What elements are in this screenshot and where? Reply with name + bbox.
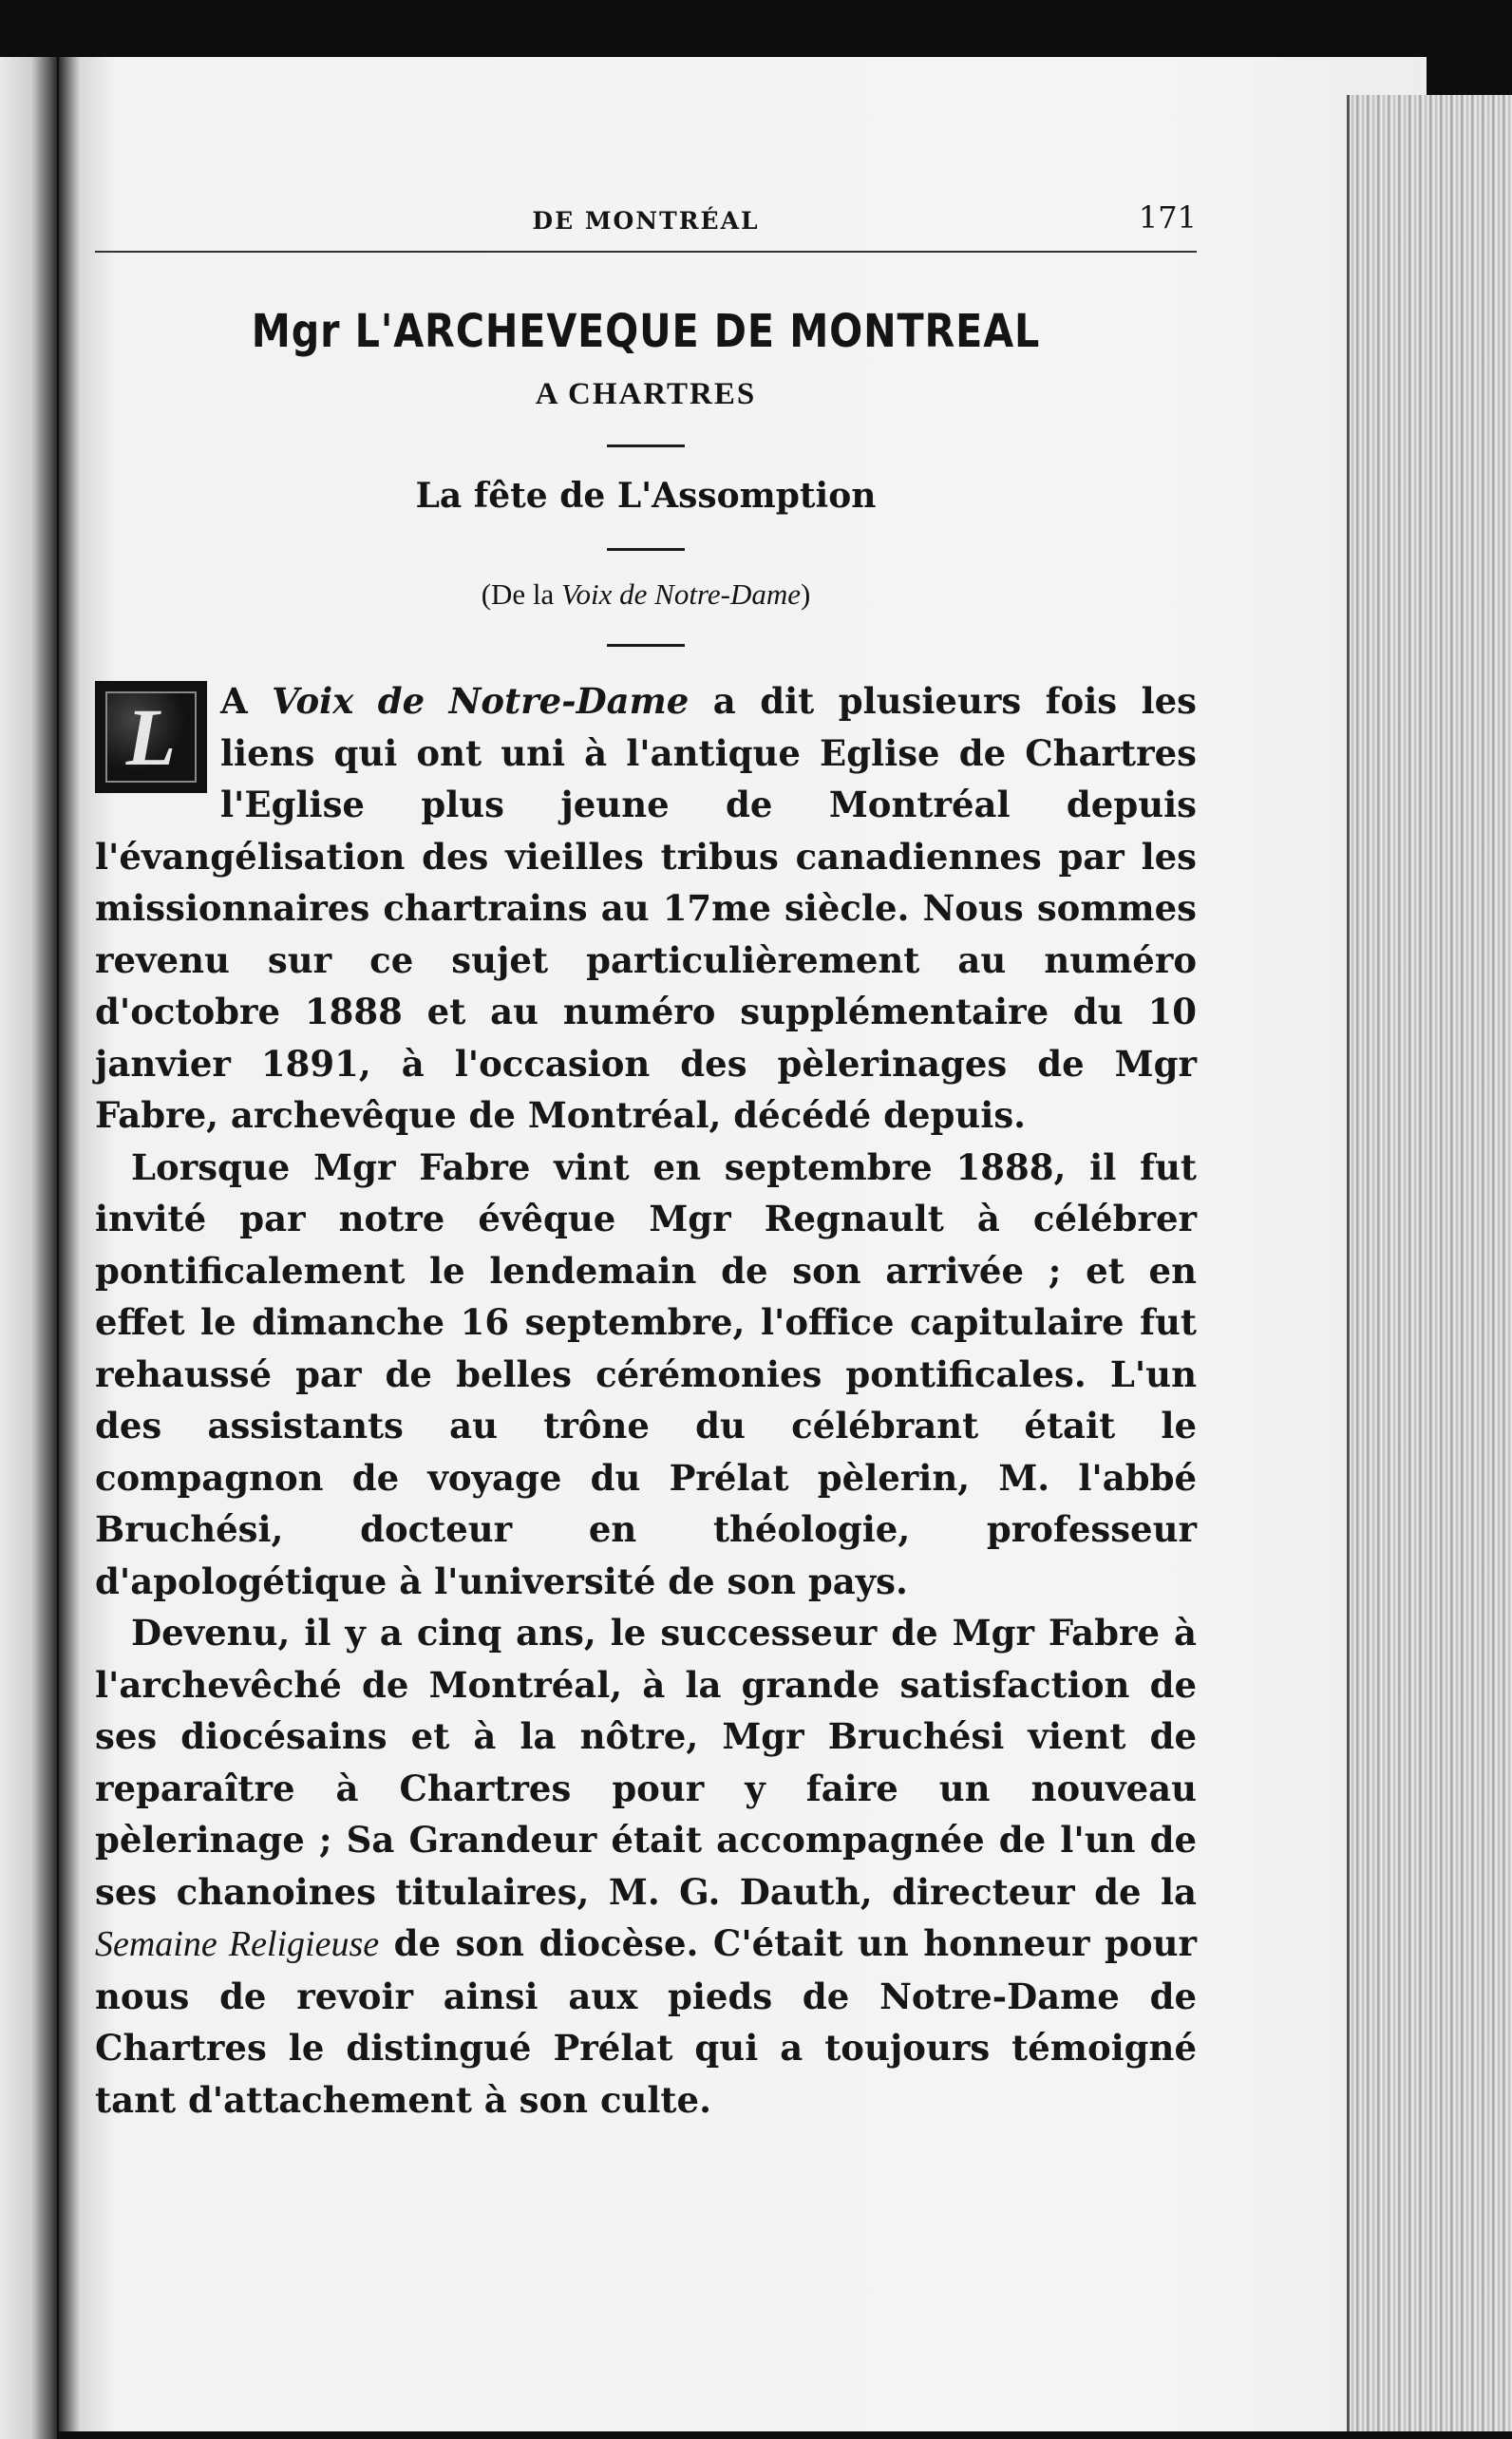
page-stack-edge — [1347, 95, 1512, 2431]
running-head — [95, 190, 1197, 253]
source-prefix: (De la — [481, 577, 562, 611]
paragraph — [95, 675, 1197, 1142]
paragraph-text: de son diocèse. C'était un honneur pour nous de revoir ainsi aux pieds de Notre-Dame de Chartres le distingué Prélat qui a toujours témoigné tant d'attachement à son culte. — [95, 1922, 1197, 2121]
paragraph-text: Devenu, il y a cinq ans, le successeur de Mgr Fabre à l'archevêché de Montréal, à la grande satisfaction de ses diocésains et à la nôtre, Mgr Bruchési vient de reparaître à Chartres pour y faire un nouveau pèlerinage ; Sa Grandeur était accompagnée de l'un de ses chanoines titulaires, M. G. Dauth, directeur de la — [95, 1612, 1197, 1913]
source-title: Voix de Notre-Dame — [561, 577, 801, 611]
paragraph-text: a dit plusieurs fois les liens qui ont uni à l'antique Eglise de Chartres l'Eglise plus jeune de Montréal depuis l'évangélisation des vieilles tribus canadiennes par les missionnaires chartrains au 17me siècle. Nous sommes revenu sur ce sujet particulièrement au numéro d'octobre 1888 et au numéro supplémentaire du 10 janvier 1891, à l'occasion des pèlerinages de Mgr Fabre, archevêque de Montréal, décédé depuis. — [95, 680, 1198, 1136]
article-subtitle: A CHARTRES — [535, 377, 757, 411]
italic-title: Semaine Religieuse — [95, 1924, 380, 1964]
page-number: 171 — [1138, 199, 1197, 236]
italic-title: Voix de Notre-Dame — [272, 680, 690, 722]
divider-rule — [607, 644, 685, 647]
source-line — [95, 577, 1197, 612]
text-column — [95, 190, 1197, 2126]
article-body — [95, 675, 1197, 2126]
section-title: La fête de L'Assomption — [415, 476, 877, 516]
ornamental-initial-icon — [95, 681, 207, 793]
paragraph-start: A — [220, 680, 273, 722]
source-suffix: ) — [800, 577, 811, 611]
divider-rule — [607, 548, 685, 551]
initial-letter: L — [125, 691, 177, 783]
divider-rule — [607, 444, 685, 447]
left-page-edge — [0, 57, 57, 2439]
paragraph — [95, 1607, 1197, 2126]
article-title: Mgr L'ARCHEVEQUE DE MONTREAL — [251, 305, 1041, 358]
running-title: DE MONTRÉAL — [532, 207, 760, 235]
paragraph: Lorsque Mgr Fabre vint en septembre 1888, il fut invité par notre évêque Mgr Regnault à célébrer pontificalement le lendemain de son arrivée ; et en effet le dimanche 16 septembre, l'office capitulaire fut rehaussé par de belles cérémonies pontificales. L'un des assistants au trône du célébrant était le compagnon de voyage du Prélat pèlerin, M. l'abbé Bruchési, docteur en théologie, professeur d'apologétique à l'université de son pays. — [95, 1145, 1197, 1602]
